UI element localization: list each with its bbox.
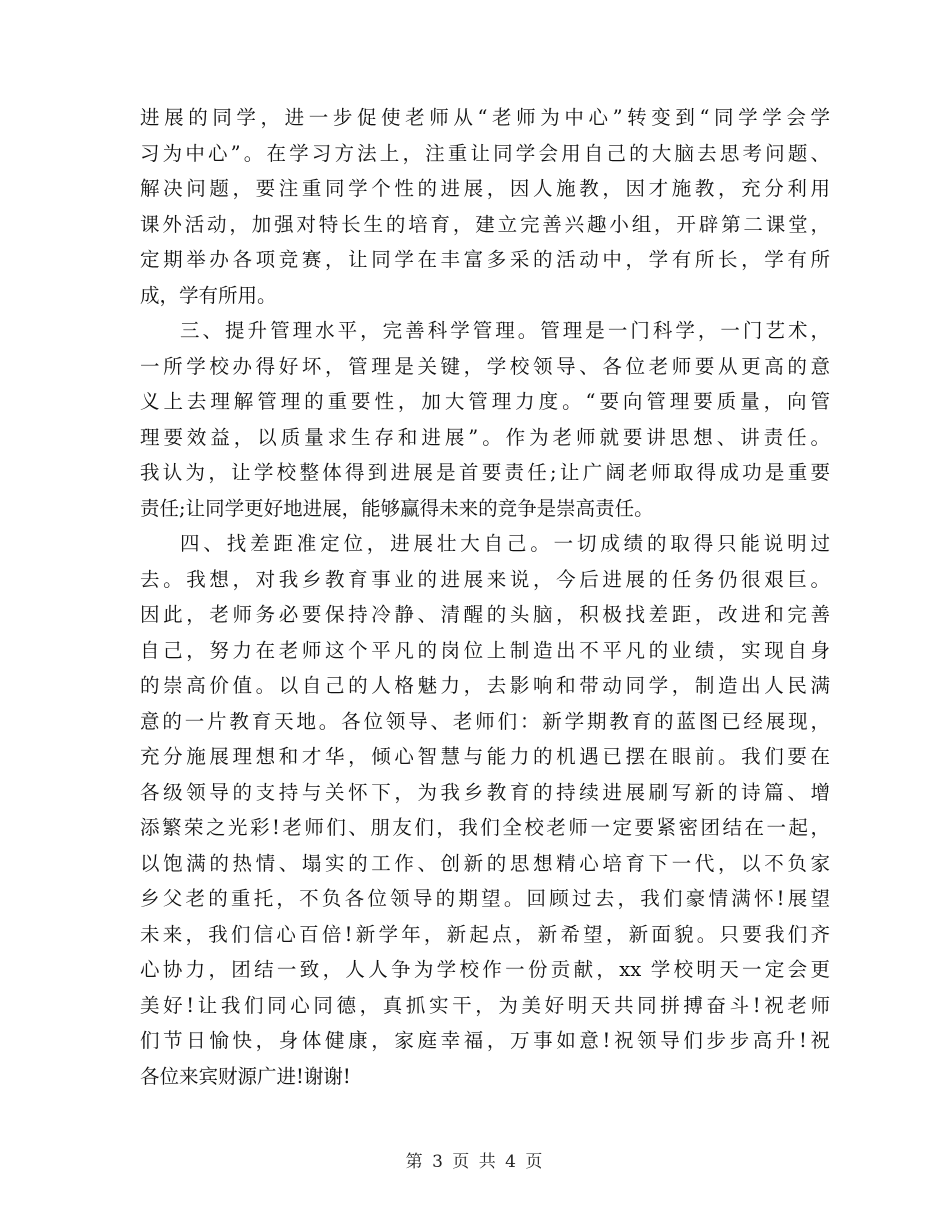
- text-line: 因此，老师务必要保持冷静、清醒的头脑，积极找差距，改进和完善: [140, 603, 830, 626]
- text-line: 乡父老的重托，不负各位领导的期望。回顾过去，我们豪情满怀!展望: [140, 887, 830, 910]
- text-line: 定期举办各项竞赛，让同学在丰富多采的活动中，学有所长，学有所: [140, 248, 830, 271]
- text-line: 各级领导的支持与关怀下，为我乡教育的持续进展刷写新的诗篇、增: [140, 780, 830, 804]
- text-line: 未来，我们信心百倍!新学年，新起点，新希望，新面貌。只要我们齐: [140, 922, 830, 946]
- text-line: 习为中心”。在学习方法上，注重让同学会用自己的大脑去思考问题、: [140, 141, 830, 165]
- text-line: 自己，努力在老师这个平凡的岗位上制造出不平凡的业绩，实现自身: [140, 638, 830, 662]
- text-line: 以饱满的热情、塌实的工作、创新的思想精心培育下一代，以不负家: [140, 851, 830, 875]
- document-body: [140, 100, 830, 1094]
- text-line: 美好!让我们同心同德，真抓实干，为美好明天共同拼搏奋斗!祝老师: [140, 993, 830, 1017]
- text-line: 充分施展理想和才华，倾心智慧与能力的机遇已摆在眼前。我们要在: [140, 745, 830, 768]
- text-line: 们节日愉快，身体健康，家庭幸福，万事如意!祝领导们步步高升!祝: [140, 1029, 830, 1052]
- text-line: 解决问题，要注重同学个性的进展，因人施教，因才施教，充分利用: [140, 177, 830, 200]
- text-line: 的崇高价值。以自己的人格魅力，去影响和带动同学，制造出人民满: [140, 674, 830, 697]
- text-line: 意的一片教育天地。各位领导、老师们：新学期教育的蓝图已经展现，: [140, 709, 830, 733]
- text-line: 义上去理解管理的重要性，加大管理力度。“要向管理要质量，向管: [140, 390, 830, 413]
- text-line: 添繁荣之光彩!老师们、朋友们，我们全校老师一定要紧密团结在一起，: [140, 816, 830, 839]
- text-line: 心协力，团结一致，人人争为学校作一份贡献，xx 学校明天一定会更: [140, 958, 830, 981]
- text-line: 课外活动，加强对特长生的培育，建立完善兴趣小组，开辟第二课堂，: [140, 212, 830, 236]
- text-line: 一所学校办得好坏，管理是关键，学校领导、各位老师要从更高的意: [140, 354, 830, 378]
- page-number-footer: 第 3 页 共 4 页: [405, 1152, 545, 1172]
- text-line: 进展的同学，进一步促使老师从“老师为中心”转变到“同学学会学: [140, 106, 830, 129]
- text-line: 各位来宾财源广进!谢谢!: [140, 1064, 351, 1088]
- text-line: 理要效益，以质量求生存和进展”。作为老师就要讲思想、讲责任。: [140, 425, 830, 449]
- text-line: 我认为，让学校整体得到进展是首要责任;让广阔老师取得成功是重要: [140, 461, 830, 484]
- text-line: 三、提升管理水平，完善科学管理。管理是一门科学，一门艺术，: [180, 319, 830, 342]
- text-line: 四、找差距准定位，进展壮大自己。一切成绩的取得只能说明过: [180, 532, 830, 555]
- text-line: 去。我想，对我乡教育事业的进展来说，今后进展的任务仍很艰巨。: [140, 567, 830, 591]
- text-line: 责任;让同学更好地进展，能够赢得未来的竞争是崇高责任。: [140, 496, 654, 520]
- text-line: 成，学有所用。: [140, 283, 277, 307]
